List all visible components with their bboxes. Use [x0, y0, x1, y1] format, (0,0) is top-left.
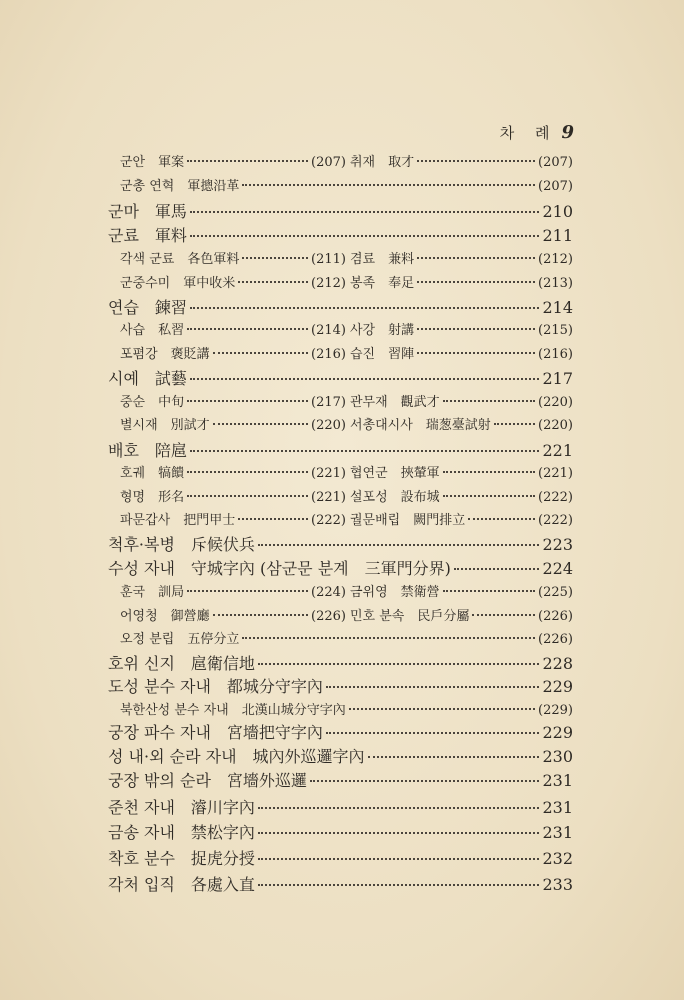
toc-entry — [350, 392, 573, 414]
page-ref: (213) — [538, 276, 573, 291]
toc-row — [0, 273, 684, 295]
toc-row — [0, 770, 684, 792]
toc-entry — [108, 722, 573, 744]
page-ref: 233 — [542, 875, 573, 894]
dot-leader — [417, 160, 535, 162]
entry-title: 군중수미 軍中收米 — [120, 276, 236, 291]
entry-title: 각처 입직 各處入直 — [108, 875, 255, 894]
entry-title: 사습 私習 — [120, 323, 185, 338]
page-ref: (226) — [538, 632, 573, 647]
entry-title: 착호 분수 捉虎分授 — [108, 849, 255, 868]
toc-entry — [120, 152, 346, 174]
page-ref: 214 — [542, 298, 573, 317]
entry-title: 군안 軍案 — [120, 155, 185, 170]
toc-row — [0, 297, 684, 319]
page-ref: (229) — [538, 703, 573, 718]
toc-entry — [108, 225, 573, 247]
toc-entry — [108, 297, 573, 319]
toc-row — [0, 225, 684, 247]
toc-row — [0, 676, 684, 698]
page-ref: 229 — [542, 723, 573, 742]
toc-entry — [108, 676, 573, 698]
toc-entry — [108, 440, 573, 462]
dot-leader — [468, 518, 535, 520]
entry-title: 사강 射講 — [350, 323, 415, 338]
dot-leader — [368, 756, 540, 758]
toc-entry — [120, 415, 346, 437]
entry-title: 별시재 別試才 — [120, 418, 210, 433]
toc-entry — [350, 273, 573, 295]
dot-leader — [242, 257, 308, 259]
toc-row — [0, 822, 684, 844]
toc-row — [0, 700, 684, 722]
toc-entry — [120, 463, 346, 485]
dot-leader — [443, 400, 535, 402]
dot-leader — [258, 858, 540, 860]
toc-entry — [350, 249, 573, 271]
dot-leader — [472, 614, 535, 616]
entry-title: 민호 분속 民戶分屬 — [350, 609, 470, 624]
page-ref: (214) — [311, 323, 346, 338]
page-ref: (222) — [538, 490, 573, 505]
toc-entry — [120, 176, 573, 198]
page-ref: 232 — [542, 849, 573, 868]
dot-leader — [443, 590, 535, 592]
page-ref: (207) — [538, 155, 573, 170]
toc-row — [0, 487, 684, 509]
dot-leader — [454, 568, 540, 570]
dot-leader — [242, 184, 535, 186]
page-ref: (212) — [538, 252, 573, 267]
dot-leader — [190, 378, 540, 380]
dot-leader — [190, 307, 540, 309]
dot-leader — [190, 450, 540, 452]
page-ref: (207) — [538, 179, 573, 194]
entry-title: 시예 試藝 — [108, 369, 187, 388]
toc-row — [0, 629, 684, 651]
toc-row — [0, 722, 684, 744]
dot-leader — [213, 614, 308, 616]
page-ref: (220) — [538, 395, 573, 410]
toc-entry — [350, 344, 573, 366]
entry-title: 겸료 兼料 — [350, 252, 415, 267]
page-header — [500, 122, 574, 143]
toc-row — [0, 653, 684, 675]
page-ref: 224 — [542, 559, 573, 578]
toc-entry — [120, 249, 346, 271]
entry-title: 궁장 밖의 순라 宮墻外巡邏 — [108, 771, 307, 790]
toc-entry — [120, 582, 346, 604]
dot-leader — [238, 281, 308, 283]
toc-row — [0, 746, 684, 768]
toc-entry — [120, 629, 573, 651]
toc-entry — [108, 746, 573, 768]
toc-row — [0, 534, 684, 556]
page-ref: 230 — [542, 747, 573, 766]
toc-entry — [120, 606, 346, 628]
dot-leader — [443, 471, 535, 473]
entry-title: 궐문배립 闕門排立 — [350, 513, 466, 528]
page-ref: (226) — [311, 609, 346, 624]
dot-leader — [258, 663, 540, 665]
dot-leader — [187, 160, 308, 162]
dot-leader — [187, 590, 308, 592]
toc-entry — [120, 510, 346, 532]
toc-entry — [350, 463, 573, 485]
dot-leader — [190, 235, 540, 237]
toc-row — [0, 152, 684, 174]
toc-row — [0, 510, 684, 532]
toc-row — [0, 392, 684, 414]
page-number: 9 — [561, 122, 574, 143]
toc-entry — [108, 822, 573, 844]
entry-title: 성 내·외 순라 자내 城內外巡邏字內 — [108, 747, 365, 766]
dot-leader — [417, 257, 535, 259]
entry-title: 훈국 訓局 — [120, 585, 185, 600]
page-ref: 217 — [542, 369, 573, 388]
toc-row — [0, 558, 684, 580]
dot-leader — [187, 400, 308, 402]
toc-row — [0, 874, 684, 896]
entry-title: 형명 形名 — [120, 490, 185, 505]
entry-title: 호궤 犒饋 — [120, 466, 185, 481]
toc-entry — [350, 606, 573, 628]
toc-row — [0, 249, 684, 271]
toc-entry — [120, 700, 573, 722]
page-ref: (225) — [538, 585, 573, 600]
toc-entry — [120, 487, 346, 509]
toc-entry — [350, 510, 573, 532]
toc-row — [0, 201, 684, 223]
page-ref: (220) — [538, 418, 573, 433]
page-ref: (226) — [538, 609, 573, 624]
toc-entry — [350, 582, 573, 604]
entry-title: 수성 자내 守城字內 (삼군문 분계 三軍門分界) — [108, 559, 451, 578]
dot-leader — [326, 732, 540, 734]
toc-row — [0, 344, 684, 366]
page-ref: (207) — [311, 155, 346, 170]
dot-leader — [190, 211, 540, 213]
entry-title: 군료 軍料 — [108, 226, 187, 245]
entry-title: 서총대시사 瑞葱臺試射 — [350, 418, 491, 433]
page-ref: 231 — [542, 823, 573, 842]
entry-title: 관무재 觀武才 — [350, 395, 440, 410]
dot-leader — [258, 832, 540, 834]
dot-leader — [417, 281, 535, 283]
entry-title: 설포성 設布城 — [350, 490, 440, 505]
toc-entry — [108, 797, 573, 819]
entry-title: 궁장 파수 자내 宮墻把守字內 — [108, 723, 323, 742]
entry-title: 연습 鍊習 — [108, 298, 187, 317]
toc-entry — [108, 770, 573, 792]
entry-title: 준천 자내 濬川字內 — [108, 798, 255, 817]
page-ref: (221) — [311, 466, 346, 481]
entry-title: 포폄강 褒貶講 — [120, 347, 210, 362]
header-title: 차 례 — [499, 124, 558, 142]
toc-row — [0, 368, 684, 390]
dot-leader — [494, 423, 535, 425]
entry-title: 오정 분립 五停分立 — [120, 632, 240, 647]
dot-leader — [258, 544, 540, 546]
toc-row — [0, 463, 684, 485]
entry-title: 중순 中旬 — [120, 395, 185, 410]
page-ref: 210 — [542, 202, 573, 221]
entry-title: 파문갑사 把門甲士 — [120, 513, 236, 528]
page-ref: 231 — [542, 771, 573, 790]
toc-row — [0, 606, 684, 628]
toc-row — [0, 415, 684, 437]
page-ref: (216) — [538, 347, 573, 362]
page-ref: (224) — [311, 585, 346, 600]
entry-title: 취재 取才 — [350, 155, 415, 170]
page-ref: 231 — [542, 798, 573, 817]
page-ref: (211) — [311, 252, 346, 267]
entry-title: 어영청 御營廳 — [120, 609, 210, 624]
dot-leader — [443, 495, 535, 497]
entry-title: 군마 軍馬 — [108, 202, 187, 221]
dot-leader — [213, 352, 308, 354]
toc-row — [0, 176, 684, 198]
toc-row — [0, 582, 684, 604]
entry-title: 도성 분수 자내 都城分守字內 — [108, 677, 323, 696]
toc-row — [0, 797, 684, 819]
toc-entry — [350, 152, 573, 174]
entry-title: 금송 자내 禁松字內 — [108, 823, 255, 842]
dot-leader — [417, 328, 535, 330]
entry-title: 배호 陪扈 — [108, 441, 187, 460]
toc-row — [0, 440, 684, 462]
dot-leader — [187, 495, 308, 497]
page-ref: (220) — [311, 418, 346, 433]
entry-title: 협연군 挾輦軍 — [350, 466, 440, 481]
toc-entry — [108, 368, 573, 390]
page-ref: (222) — [311, 513, 346, 528]
toc-entry — [108, 848, 573, 870]
toc-entry — [108, 874, 573, 896]
toc-row — [0, 320, 684, 342]
page-ref: (222) — [538, 513, 573, 528]
entry-title: 금위영 禁衛營 — [350, 585, 440, 600]
dot-leader — [310, 780, 540, 782]
dot-leader — [213, 423, 308, 425]
dot-leader — [187, 328, 308, 330]
dot-leader — [326, 686, 540, 688]
dot-leader — [258, 807, 540, 809]
entry-title: 북한산성 분수 자내 北漢山城分守字內 — [120, 703, 346, 718]
page-ref: 229 — [542, 677, 573, 696]
toc-entry — [108, 201, 573, 223]
toc-entry — [350, 487, 573, 509]
dot-leader — [258, 884, 540, 886]
page-ref: (215) — [538, 323, 573, 338]
toc-row — [0, 848, 684, 870]
dot-leader — [187, 471, 308, 473]
page-ref: 223 — [542, 535, 573, 554]
dot-leader — [242, 637, 535, 639]
page-ref: 211 — [542, 226, 573, 245]
toc-entry — [350, 320, 573, 342]
dot-leader — [417, 352, 535, 354]
toc-entry — [120, 320, 346, 342]
page-ref: 221 — [542, 441, 573, 460]
page-ref: (221) — [538, 466, 573, 481]
page-ref: 228 — [542, 654, 573, 673]
entry-title: 각색 군료 各色軍料 — [120, 252, 240, 267]
page-ref: (217) — [311, 395, 346, 410]
toc-entry — [108, 653, 573, 675]
entry-title: 호위 신지 扈衛信地 — [108, 654, 255, 673]
toc-entry — [120, 273, 346, 295]
toc-entry — [350, 415, 573, 437]
toc-entry — [120, 344, 346, 366]
page-ref: (221) — [311, 490, 346, 505]
page-ref: (212) — [311, 276, 346, 291]
entry-title: 군총 연혁 軍摠沿革 — [120, 179, 240, 194]
dot-leader — [238, 518, 308, 520]
page-ref: (216) — [311, 347, 346, 362]
entry-title: 척후·복병 斥候伏兵 — [108, 535, 255, 554]
toc-entry — [108, 534, 573, 556]
toc-entry — [120, 392, 346, 414]
entry-title: 봉족 奉足 — [350, 276, 415, 291]
toc-entry — [108, 558, 573, 580]
entry-title: 습진 習陣 — [350, 347, 415, 362]
dot-leader — [349, 708, 535, 710]
